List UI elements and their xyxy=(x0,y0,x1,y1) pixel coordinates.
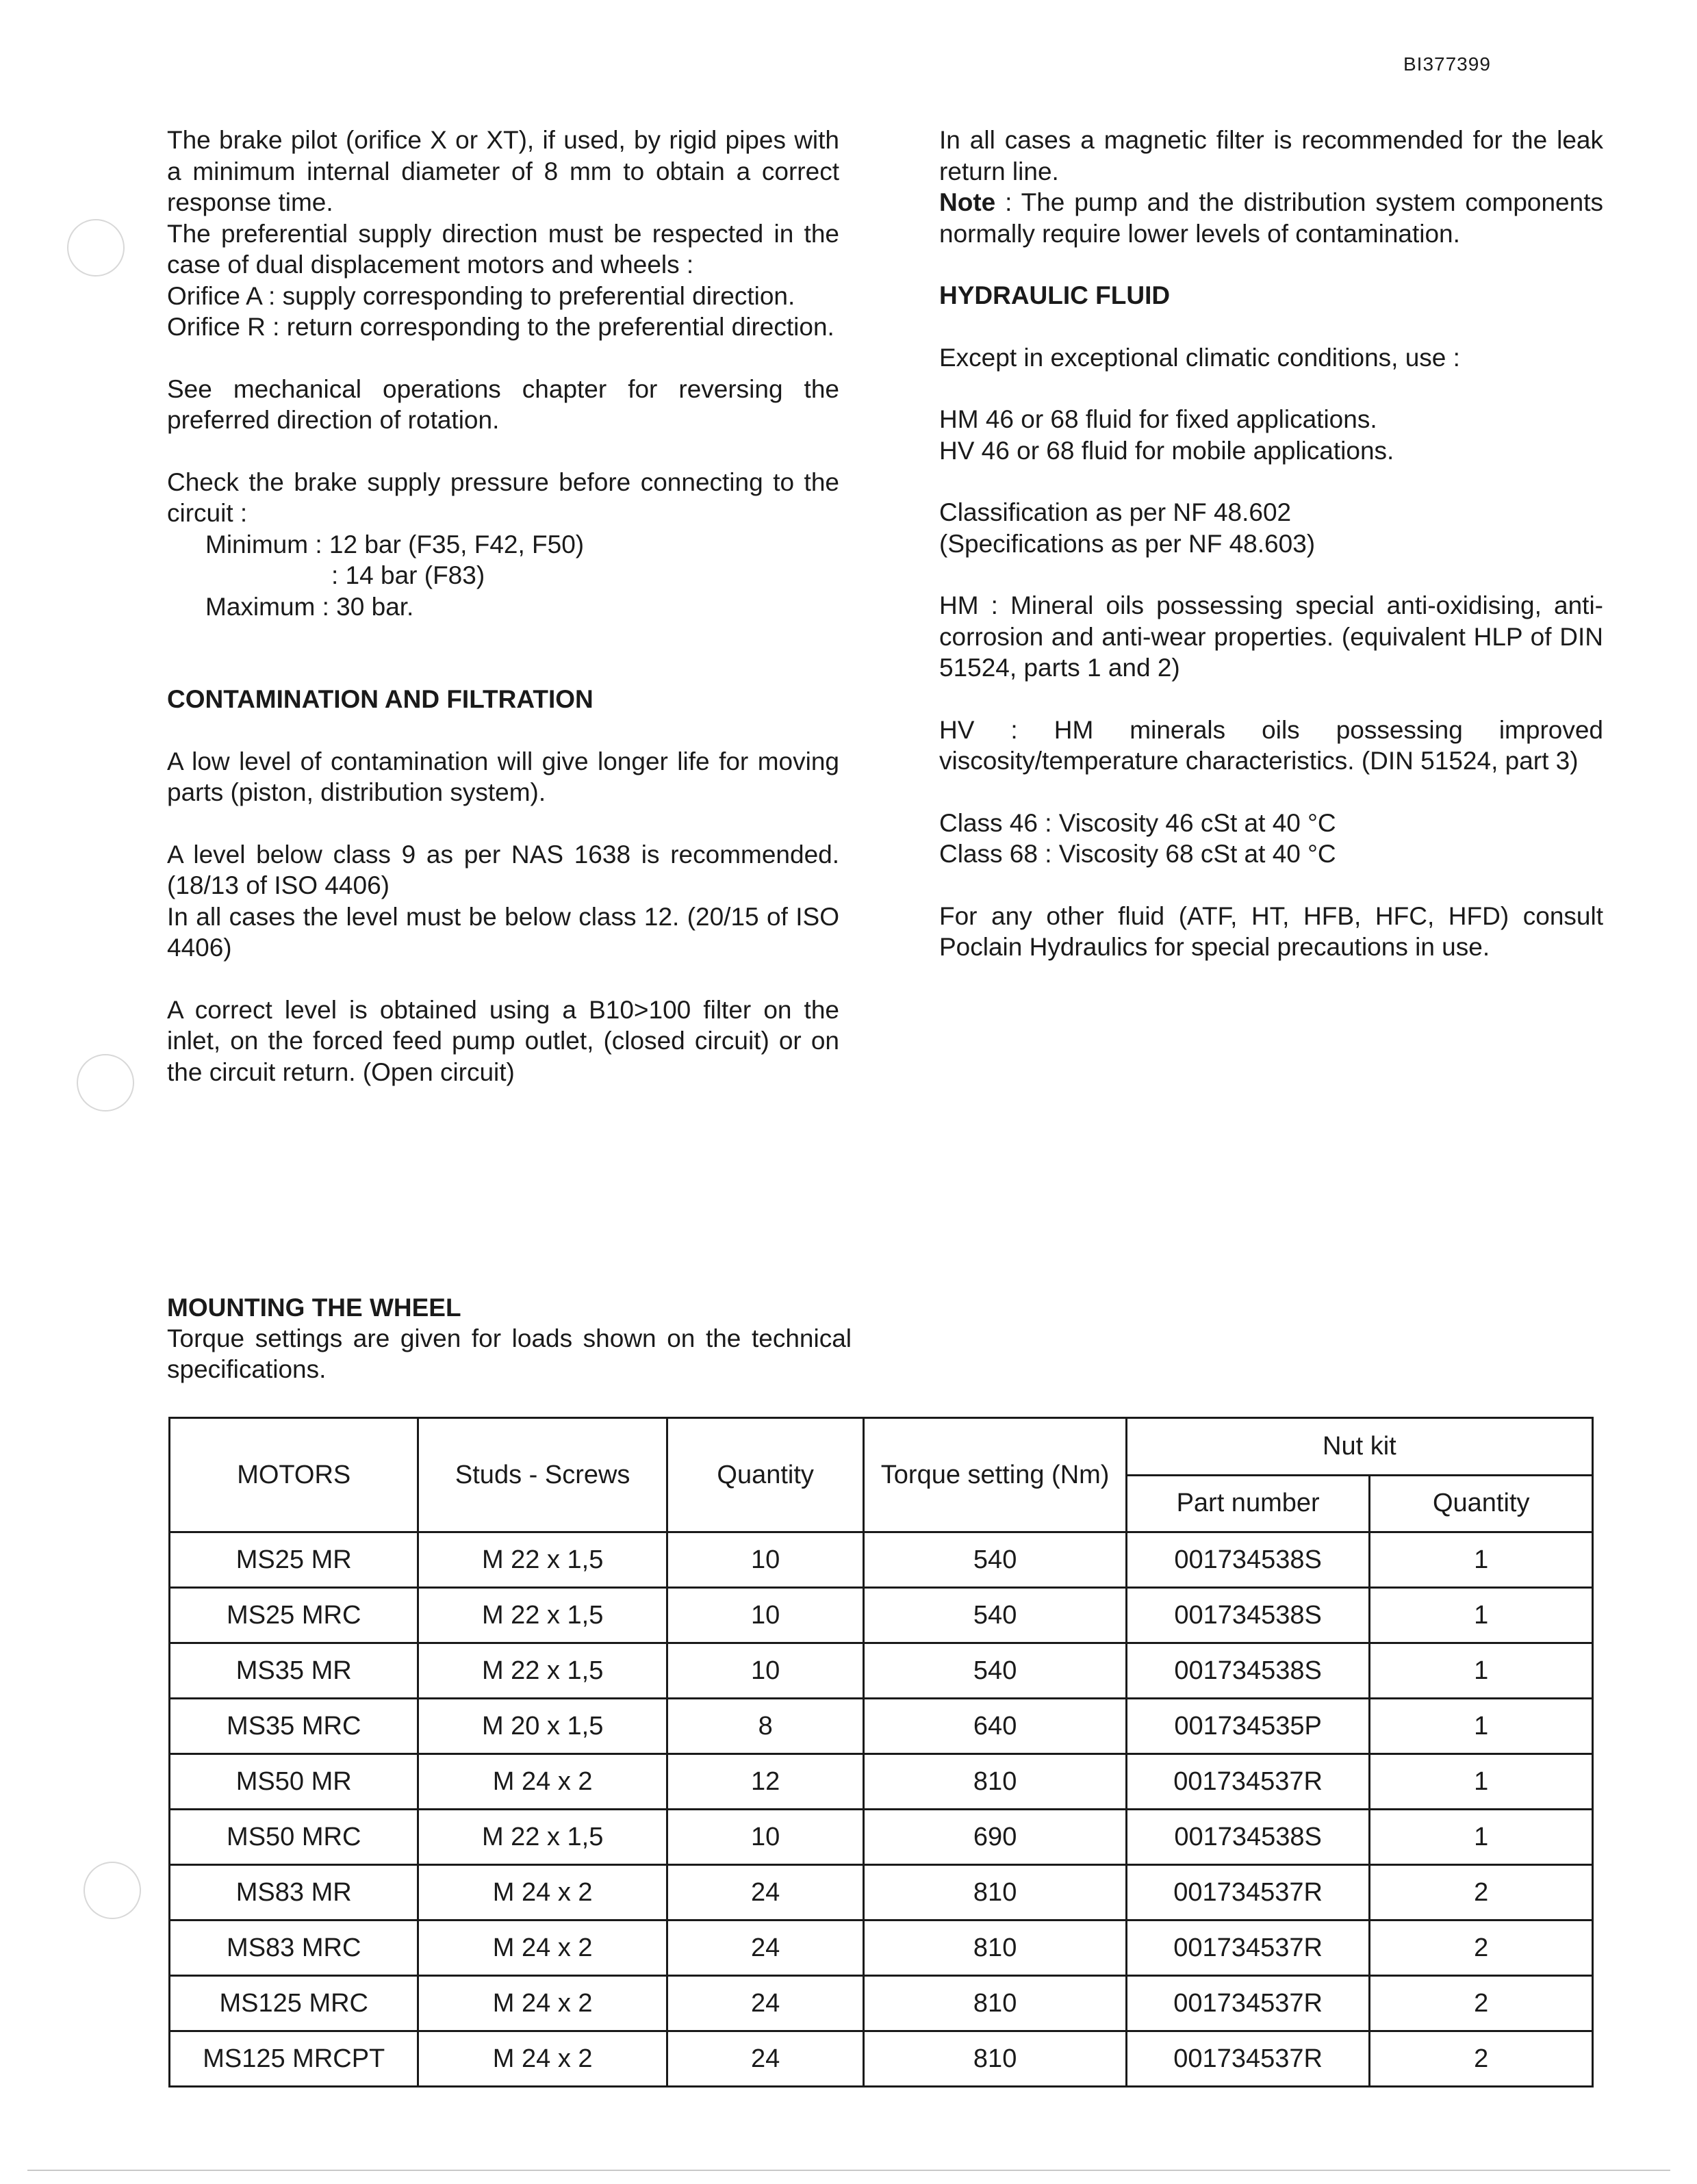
punch-hole-mark xyxy=(67,219,125,277)
cell-torque: 810 xyxy=(864,1920,1126,1976)
paragraph-class-46: Class 46 : Viscosity 46 cSt at 40 °C xyxy=(939,808,1336,837)
paragraph-orifice-r: Orifice R : return corresponding to the preferential direction. xyxy=(167,313,834,341)
cell-part-number: 001734537R xyxy=(1126,1920,1370,1976)
cell-studs: M 22 x 1,5 xyxy=(418,1810,667,1865)
cell-studs: M 24 x 2 xyxy=(418,1976,667,2031)
pressure-maximum: Maximum : 30 bar. xyxy=(205,592,414,621)
cell-quantity: 10 xyxy=(667,1810,864,1865)
paragraph-preferential-direction: The preferential supply direction must be respected in the case of dual displacement motors and wheels : xyxy=(167,219,839,279)
paragraph-classification: Classification as per NF 48.602 xyxy=(939,498,1292,526)
cell-studs: M 22 x 1,5 xyxy=(418,1532,667,1588)
paragraph-hm-definition: HM : Mineral oils possessing special anti-oxidising, anti-corrosion and anti-wear properties. (equivalent HLP of DIN 51524, parts 1 and 2) xyxy=(939,591,1603,682)
table-row xyxy=(170,1643,1593,1699)
paragraph-other-fluids: For any other fluid (ATF, HT, HFB, HFC, HFD) consult Poclain Hydraulics for special precautions in use. xyxy=(939,901,1603,961)
header-studs-screws: Studs - Screws xyxy=(418,1418,667,1532)
cell-torque: 540 xyxy=(864,1588,1126,1643)
cell-quantity: 8 xyxy=(667,1699,864,1754)
page-bottom-edge xyxy=(27,2170,1670,2171)
cell-torque: 640 xyxy=(864,1699,1126,1754)
note-text: : The pump and the distribution system components normally require lower levels of contamination. xyxy=(939,188,1603,248)
heading-mounting: MOUNTING THE WHEEL xyxy=(167,1294,461,1322)
cell-quantity: 10 xyxy=(667,1532,864,1588)
heading-contamination: CONTAMINATION AND FILTRATION xyxy=(167,685,594,713)
pressure-minimum-f83: : 14 bar (F83) xyxy=(331,561,485,589)
cell-kit-quantity: 2 xyxy=(1370,2031,1593,2087)
paragraph-contamination-life: A low level of contamination will give longer life for moving parts (piston, distribution system). xyxy=(167,747,839,806)
paragraph-brake-pilot: The brake pilot (orifice X or XT), if used, by rigid pipes with a minimum internal diameter of 8 mm to obtain a correct response time. xyxy=(167,126,839,216)
torque-table xyxy=(168,1417,1594,2087)
table-row xyxy=(170,1865,1593,1920)
table-row xyxy=(170,1754,1593,1810)
header-kit-quantity: Quantity xyxy=(1370,1475,1593,1532)
cell-torque: 810 xyxy=(864,1865,1126,1920)
paragraph-class-12: In all cases the level must be below class 12. (20/15 of ISO 4406) xyxy=(167,902,839,962)
paragraph-nas-class: A level below class 9 as per NAS 1638 is recommended. (18/13 of ISO 4406) xyxy=(167,840,839,899)
punch-hole-mark xyxy=(77,1054,134,1112)
cell-torque: 810 xyxy=(864,2031,1126,2087)
cell-part-number: 001734537R xyxy=(1126,1754,1370,1810)
paragraph-torque-settings: Torque settings are given for loads shown on the technical specifications. xyxy=(167,1324,852,1383)
paragraph-hm-fixed: HM 46 or 68 fluid for fixed applications. xyxy=(939,405,1377,433)
cell-motor: MS83 MR xyxy=(170,1865,418,1920)
cell-kit-quantity: 1 xyxy=(1370,1699,1593,1754)
cell-motor: MS50 MR xyxy=(170,1754,418,1810)
mounting-section xyxy=(167,1292,852,1385)
paragraph-note xyxy=(939,187,1603,249)
cell-part-number: 001734538S xyxy=(1126,1643,1370,1699)
header-nut-kit: Nut kit xyxy=(1126,1418,1592,1476)
cell-studs: M 24 x 2 xyxy=(418,1865,667,1920)
paragraph-filter: A correct level is obtained using a B10>100 filter on the inlet, on the forced feed pump outlet, (closed circuit) or on the circuit return. (Open circuit) xyxy=(167,995,839,1086)
cell-kit-quantity: 1 xyxy=(1370,1810,1593,1865)
cell-motor: MS83 MRC xyxy=(170,1920,418,1976)
punch-hole-mark xyxy=(84,1862,141,1919)
header-torque-setting: Torque setting (Nm) xyxy=(864,1418,1126,1532)
cell-quantity: 10 xyxy=(667,1588,864,1643)
table-row xyxy=(170,1532,1593,1588)
cell-motor: MS50 MRC xyxy=(170,1810,418,1865)
cell-kit-quantity: 1 xyxy=(1370,1643,1593,1699)
cell-kit-quantity: 1 xyxy=(1370,1532,1593,1588)
cell-motor: MS35 MR xyxy=(170,1643,418,1699)
cell-torque: 690 xyxy=(864,1810,1126,1865)
paragraph-mechanical-operations: See mechanical operations chapter for reversing the preferred direction of rotation. xyxy=(167,374,839,434)
left-column xyxy=(167,125,839,1118)
table-row xyxy=(170,1588,1593,1643)
page-id: BI377399 xyxy=(1403,53,1491,75)
paragraph-magnetic-filter: In all cases a magnetic filter is recommended for the leak return line. xyxy=(939,126,1603,185)
paragraph-brake-pressure: Check the brake supply pressure before connecting to the circuit : xyxy=(167,467,839,527)
cell-studs: M 22 x 1,5 xyxy=(418,1643,667,1699)
cell-part-number: 001734538S xyxy=(1126,1588,1370,1643)
table-row xyxy=(170,1699,1593,1754)
cell-studs: M 22 x 1,5 xyxy=(418,1588,667,1643)
cell-torque: 810 xyxy=(864,1754,1126,1810)
cell-part-number: 001734538S xyxy=(1126,1532,1370,1588)
cell-part-number: 001734537R xyxy=(1126,2031,1370,2087)
cell-quantity: 24 xyxy=(667,1976,864,2031)
cell-studs: M 24 x 2 xyxy=(418,1754,667,1810)
table-row xyxy=(170,1920,1593,1976)
cell-motor: MS125 MRCPT xyxy=(170,2031,418,2087)
cell-torque: 540 xyxy=(864,1532,1126,1588)
cell-quantity: 24 xyxy=(667,1920,864,1976)
cell-motor: MS35 MRC xyxy=(170,1699,418,1754)
paragraph-specifications: (Specifications as per NF 48.603) xyxy=(939,529,1316,558)
cell-motor: MS125 MRC xyxy=(170,1976,418,2031)
heading-hydraulic-fluid: HYDRAULIC FLUID xyxy=(939,281,1171,309)
cell-torque: 810 xyxy=(864,1976,1126,2031)
cell-part-number: 001734535P xyxy=(1126,1699,1370,1754)
cell-part-number: 001734537R xyxy=(1126,1865,1370,1920)
cell-quantity: 24 xyxy=(667,2031,864,2087)
cell-kit-quantity: 2 xyxy=(1370,1920,1593,1976)
paragraph-hv-definition: HV : HM minerals oils possessing improved viscosity/temperature characteristics. (DIN 51524, part 3) xyxy=(939,715,1603,775)
table-row xyxy=(170,1810,1593,1865)
header-quantity: Quantity xyxy=(667,1418,864,1532)
cell-kit-quantity: 1 xyxy=(1370,1754,1593,1810)
table-row xyxy=(170,1976,1593,2031)
cell-studs: M 20 x 1,5 xyxy=(418,1699,667,1754)
cell-motor: MS25 MRC xyxy=(170,1588,418,1643)
cell-kit-quantity: 2 xyxy=(1370,1976,1593,2031)
paragraph-class-68: Class 68 : Viscosity 68 cSt at 40 °C xyxy=(939,840,1336,868)
table-body xyxy=(170,1532,1593,2087)
table-row xyxy=(170,2031,1593,2087)
cell-part-number: 001734538S xyxy=(1126,1810,1370,1865)
cell-kit-quantity: 2 xyxy=(1370,1865,1593,1920)
cell-quantity: 12 xyxy=(667,1754,864,1810)
cell-motor: MS25 MR xyxy=(170,1532,418,1588)
header-part-number: Part number xyxy=(1126,1475,1370,1532)
cell-kit-quantity: 1 xyxy=(1370,1588,1593,1643)
paragraph-climatic: Except in exceptional climatic conditions, use : xyxy=(939,343,1460,372)
right-column xyxy=(939,125,1603,994)
cell-studs: M 24 x 2 xyxy=(418,1920,667,1976)
cell-part-number: 001734537R xyxy=(1126,1976,1370,2031)
header-motors: MOTORS xyxy=(170,1418,418,1532)
note-label: Note xyxy=(939,188,996,216)
paragraph-orifice-a: Orifice A : supply corresponding to preferential direction. xyxy=(167,281,795,310)
cell-quantity: 24 xyxy=(667,1865,864,1920)
cell-torque: 540 xyxy=(864,1643,1126,1699)
pressure-minimum: Minimum : 12 bar (F35, F42, F50) xyxy=(205,530,585,558)
paragraph-hv-mobile: HV 46 or 68 fluid for mobile applications. xyxy=(939,436,1394,465)
cell-studs: M 24 x 2 xyxy=(418,2031,667,2087)
cell-quantity: 10 xyxy=(667,1643,864,1699)
